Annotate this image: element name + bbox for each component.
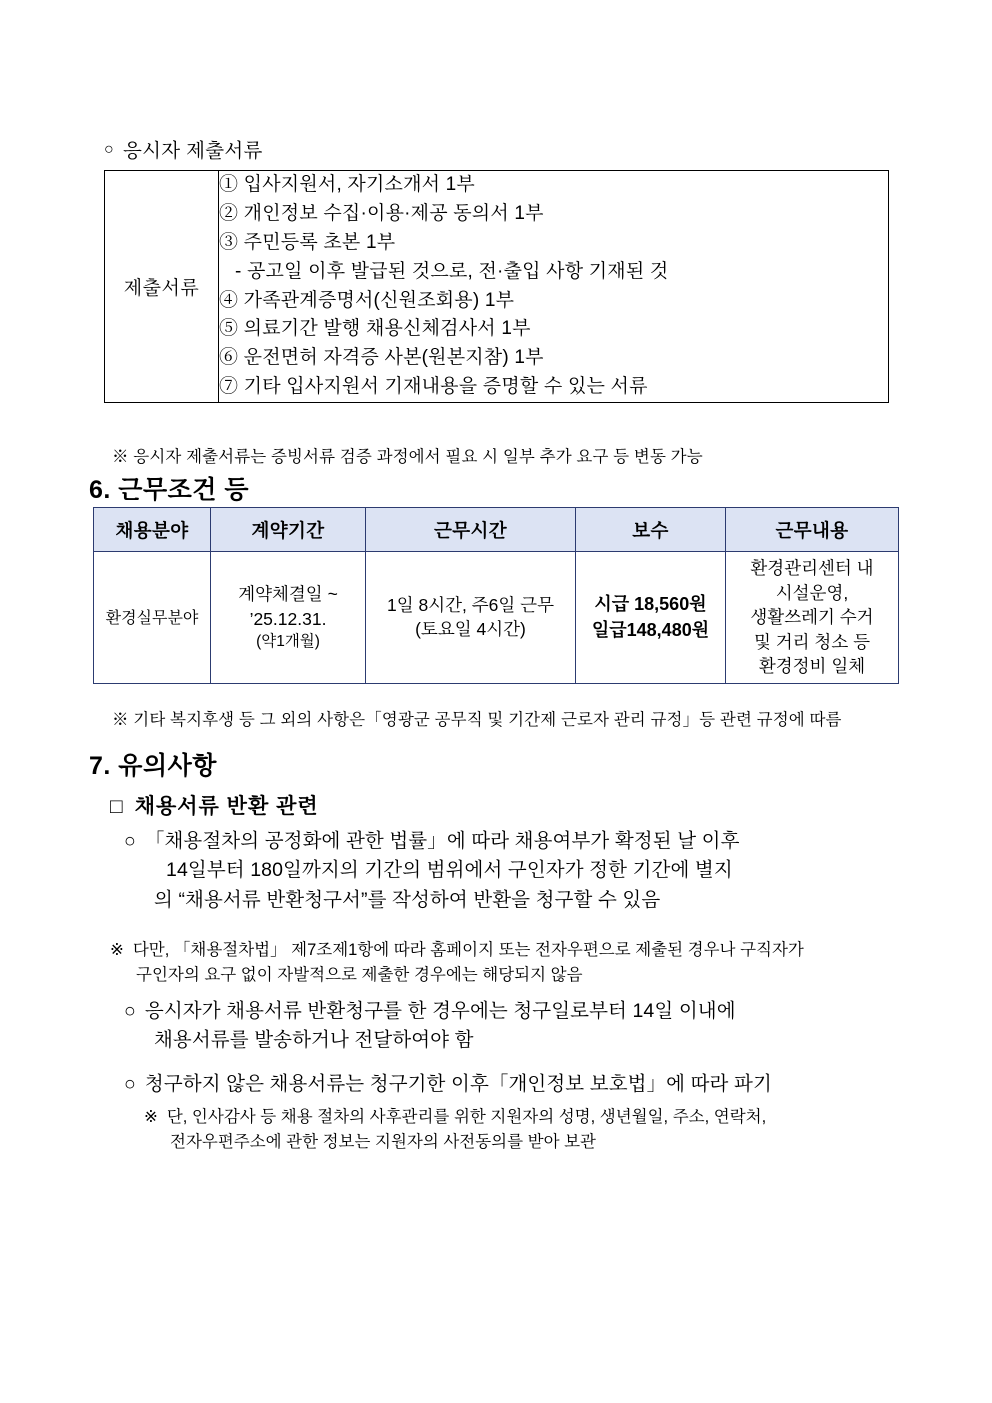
notice-item-2-line2: 채용서류를 발송하거나 전달하여야 함 bbox=[154, 1029, 474, 1052]
notice-item-3-subnote-line1: 단, 인사감사 등 채용 절차의 사후관리를 위한 지원자의 성명, 생년월일, 주소, 연락처, bbox=[166, 1108, 767, 1126]
notice-item-1-subnote-line2: 구인자의 요구 없이 자발적으로 제출한 경우에는 해당되지 않음 bbox=[136, 965, 583, 984]
work-conditions-table bbox=[93, 507, 899, 684]
list-item: ⑥ 운전면허 자격증 사본(원본지참) 1부 bbox=[219, 347, 544, 369]
cell-period bbox=[211, 552, 366, 684]
cell-hours bbox=[366, 552, 576, 684]
cell-duty bbox=[726, 552, 899, 684]
cell-hours-line2: (토요일 4시간) bbox=[415, 619, 526, 640]
reference-mark-icon: ※ bbox=[144, 1108, 158, 1126]
return-docs-subheading-label: 채용서류 반환 관련 bbox=[134, 795, 319, 818]
cell-period-line2: ’25.12.31. bbox=[249, 608, 327, 629]
notice-item-3-line1: 청구하지 않은 채용서류는 청구기한 이후「개인정보 보호법」에 따라 파기 bbox=[144, 1073, 772, 1095]
cell-period-line3: (약1개월) bbox=[256, 632, 320, 650]
list-item: ③ 주민등록 초본 1부 bbox=[219, 231, 396, 253]
cell-duty-line4: 및 거리 청소 등 bbox=[753, 631, 871, 652]
cell-field-text: 환경실무분야 bbox=[105, 609, 199, 627]
submission-docs-label-cell: 제출서류 bbox=[105, 171, 219, 403]
cell-pay-daily: 일급148,480원 bbox=[591, 620, 710, 641]
cell-duty-line3: 생활쓰레기 수거 bbox=[750, 607, 874, 627]
table-header-row bbox=[94, 508, 899, 552]
cell-duty-line1: 환경관리센터 내 bbox=[750, 558, 874, 578]
notice-item-2 bbox=[124, 997, 914, 1056]
cell-hours-line1: 1일 8시간, 주6일 근무 bbox=[387, 595, 554, 616]
list-item: ⑦ 기타 입사지원서 기재내용을 증명할 수 있는 서류 bbox=[219, 376, 648, 398]
notice-item-1 bbox=[124, 827, 914, 915]
circle-bullet-icon: ○ bbox=[104, 141, 114, 158]
cell-pay-hourly: 시급 18,560원 bbox=[594, 594, 707, 615]
submission-docs-heading-label: 응시자 제출서류 bbox=[122, 140, 263, 162]
column-header-field: 채용분야 bbox=[94, 508, 211, 552]
notice-item-3 bbox=[124, 1070, 914, 1099]
submission-docs-table bbox=[104, 170, 889, 403]
section-7-heading: 7. 유의사항 bbox=[89, 752, 217, 780]
notice-item-1-line1: 「채용절차의 공정화에 관한 법률」에 따라 채용여부가 확정된 날 이후 bbox=[144, 830, 740, 852]
notice-item-3-subnote bbox=[144, 1105, 934, 1155]
cell-pay bbox=[576, 552, 726, 684]
list-item: ① 입사지원서, 자기소개서 1부 bbox=[219, 174, 475, 195]
list-item: ④ 가족관계증명서(신원조회용) 1부 bbox=[219, 289, 515, 311]
notice-item-3-subnote-line2: 전자우편주소에 관한 정보는 지원자의 사전동의를 받아 보관 bbox=[170, 1133, 596, 1152]
submission-docs-list-cell bbox=[219, 171, 889, 403]
list-item: ⑤ 의료기간 발행 채용신체검사서 1부 bbox=[219, 318, 531, 340]
notice-item-1-line2: 14일부터 180일까지의 기간의 범위에서 구인자가 정한 기간에 별지 bbox=[166, 859, 733, 882]
notice-item-2-line1: 응시자가 채용서류 반환청구를 한 경우에는 청구일로부터 14일 이내에 bbox=[144, 1000, 736, 1022]
table-row bbox=[94, 552, 899, 684]
column-header-period: 계약기간 bbox=[211, 508, 366, 552]
circle-bullet-icon: ○ bbox=[124, 1073, 136, 1095]
table-row bbox=[105, 171, 889, 403]
submission-docs-heading bbox=[104, 137, 263, 165]
section-6-heading: 6. 근무조건 등 bbox=[89, 476, 249, 504]
list-item: ② 개인정보 수집·이용·제공 동의서 1부 bbox=[219, 202, 544, 224]
square-bullet-icon: □ bbox=[110, 795, 124, 818]
return-docs-subheading bbox=[110, 790, 319, 820]
circle-bullet-icon: ○ bbox=[124, 1000, 136, 1022]
column-header-pay: 보수 bbox=[576, 508, 726, 552]
cell-duty-line5: 환경정비 일체 bbox=[758, 656, 866, 676]
work-conditions-note: ※ 기타 복지후생 등 그 외의 사항은「영광군 공무직 및 기간제 근로자 관리 규정」등 관련 규정에 따름 bbox=[112, 711, 842, 729]
cell-period-line1: 계약체결일 ~ bbox=[238, 584, 338, 605]
notice-item-1-subnote bbox=[110, 938, 920, 988]
submission-docs-note: ※ 응시자 제출서류는 증빙서류 검증 과정에서 필요 시 일부 추가 요구 등 변동 가능 bbox=[112, 448, 703, 466]
cell-field bbox=[94, 552, 211, 684]
reference-mark-icon: ※ bbox=[110, 941, 124, 959]
circle-bullet-icon: ○ bbox=[124, 830, 136, 852]
column-header-duty: 근무내용 bbox=[726, 508, 899, 552]
cell-duty-line2: 시설운영, bbox=[775, 582, 849, 603]
notice-item-1-line3: 의 “채용서류 반환청구서”를 작성하여 반환을 청구할 수 있음 bbox=[154, 888, 661, 911]
column-header-hours: 근무시간 bbox=[366, 508, 576, 552]
list-subitem: - 공고일 이후 발급된 것으로, 전·출입 사항 기재된 것 bbox=[235, 260, 669, 282]
notice-item-1-subnote-line1: 다만, 「채용절차법」 제7조제1항에 따라 홈페이지 또는 전자우편으로 제출된 경우나 구직자가 bbox=[132, 941, 804, 959]
